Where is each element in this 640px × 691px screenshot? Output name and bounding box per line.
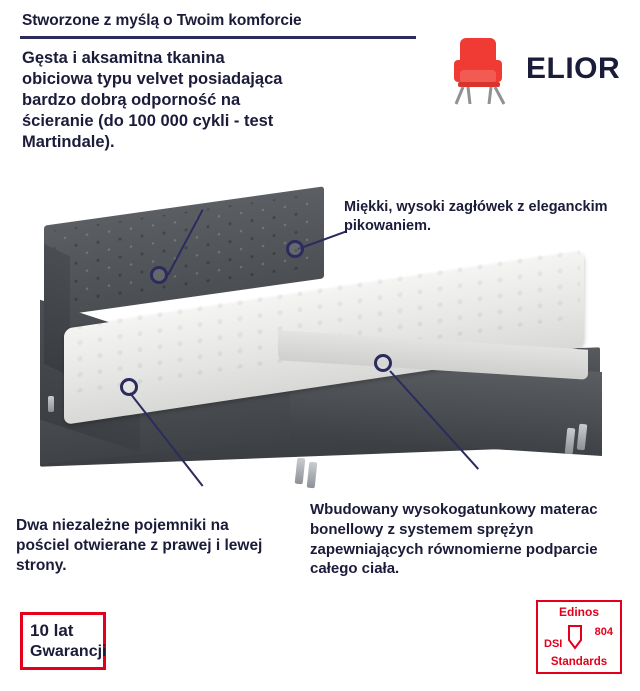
callout-marker-headrest (286, 240, 304, 258)
certificate-badge (536, 600, 622, 674)
callout-text-containers: Dwa niezależne pojemniki na pościel otwierane z prawej i lewej strony. (16, 517, 263, 575)
brand-name: ELIOR (526, 52, 621, 85)
title-underline (20, 36, 416, 39)
callout-marker-fabric (150, 266, 168, 284)
certificate-code-left: DSI (544, 638, 563, 650)
callout-text-fabric: Gęsta i aksamitna tkanina obiciowa typu velvet posiadająca bardzo dobrą odporność na ścieranie (do 100 000 cykli - test Martindale). (22, 49, 283, 152)
guarantee-years: 10 lat (30, 621, 74, 640)
product-photo (0, 190, 640, 500)
guarantee-badge (20, 612, 106, 670)
checkmark-icon (566, 622, 596, 652)
bed-leg (307, 462, 318, 489)
callout-marker-containers (120, 378, 138, 396)
armchair-icon (448, 36, 514, 106)
certificate-title: Edinos (558, 605, 599, 619)
certificate-standard: Standards (550, 656, 608, 668)
callout-text-mattress: Wbudowany wysokogatunkowy materac bonellowy z systemem sprężyn zapewniających równomierne podparcie całego ciała. (310, 501, 598, 578)
brand-logo (434, 36, 624, 108)
bed-leg (295, 458, 306, 485)
page-title: Stworzone z myślą o Twoim komforcie (22, 12, 302, 29)
callout-text-headrest: Miękki, wysoki zagłówek z eleganckim pikowaniem. (344, 199, 608, 235)
guarantee-label: Gwarancji (30, 643, 107, 660)
certificate-code-right: 804 (594, 626, 613, 638)
callout-marker-mattress (374, 354, 392, 372)
bed-leg (48, 396, 54, 412)
